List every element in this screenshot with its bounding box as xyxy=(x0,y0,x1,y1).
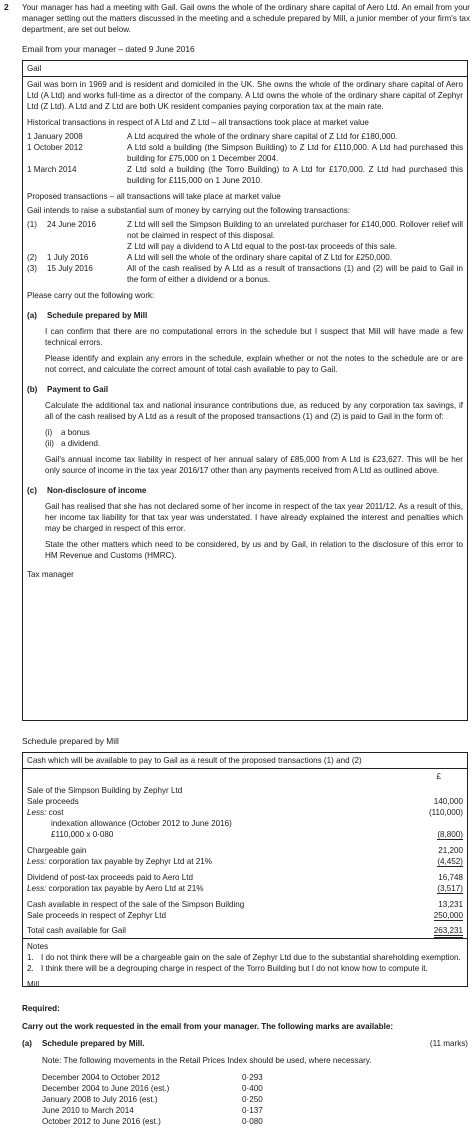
schedule-box xyxy=(22,752,468,987)
email-signoff: Tax manager xyxy=(27,570,74,579)
schedule-body xyxy=(23,769,467,938)
notes-heading: Notes xyxy=(27,942,49,951)
hist-row: 1 March 2014 Z Ltd sold a building (the Torro Building) to A Ltd for £170,000. Z Ltd had purchased this building for £115,000 on 1 June 2010. xyxy=(27,165,463,185)
prop-heading: Proposed transactions – all transactions will take place at market value xyxy=(27,192,281,201)
prop-intro: Gail intends to raise a substantial sum of money by carrying out the following transactions: xyxy=(27,206,351,215)
email-box xyxy=(22,60,468,721)
rpi-table xyxy=(22,1072,468,1127)
email-to: Gail xyxy=(27,64,42,73)
schedule-heading: Schedule prepared by Mill xyxy=(22,736,119,746)
hist-row: 1 October 2012 A Ltd sold a building (the Simpson Building) to Z Ltd for £110,000. A Ltd had purchased this building for £75,000 on 1 December 2004. xyxy=(27,143,463,163)
hist-list xyxy=(27,131,463,186)
email-to-band xyxy=(23,61,467,77)
schedule-notes xyxy=(23,938,467,992)
schedule-indexation-label: indexation allowance (October 2012 to June 2016) xyxy=(51,819,232,828)
rpi-row: December 2004 to October 2012 0·293 xyxy=(42,1073,263,1082)
task-a-heading: (a) Schedule prepared by Mill xyxy=(27,311,148,320)
task-c-heading: (c) Non-disclosure of income xyxy=(27,486,147,495)
schedule-row: Cash available in respect of the sale of the Simpson Building 13,231 xyxy=(27,900,463,909)
required-section xyxy=(22,1003,468,1127)
note-item: 2. I think there will be a degrouping charge in respect of the Torro Building but I do not know how to compute it. xyxy=(27,964,428,973)
rpi-row: October 2012 to June 2016 (est.) 0·080 xyxy=(42,1117,263,1126)
task-a-body: I can confirm that there are no computational errors in the schedule but I suspect that Mill will have made a few technical errors. Please identify and explain any errors in the schedule, explain whether or not the notes to the schedule are or are not correct, and calculate the correct amount of total cash available to pay to Gail. xyxy=(45,327,463,374)
schedule-row: Sale proceeds 140,000 xyxy=(27,797,463,806)
schedule-row: Chargeable gain 21,200 xyxy=(27,846,463,855)
schedule-row: Less: cost (110,000) xyxy=(27,808,463,817)
prop-row: (2) 1 July 2016 A Ltd will sell the whole of the ordinary share capital of Z Ltd for £250,000. xyxy=(27,253,392,262)
schedule-title: Cash which will be available to pay to Gail as a result of the proposed transactions (1) and (2) xyxy=(27,756,362,765)
schedule-total-row: Total cash available for Gail 263,231 xyxy=(27,925,463,936)
rpi-note: Note: The following movements in the Retail Prices Index should be used, where necessary. xyxy=(42,1056,372,1065)
hist-heading: Historical transactions in respect of A Ltd and Z Ltd – all transactions took place at market value xyxy=(27,118,369,127)
schedule-subtitle: Sale of the Simpson Building by Zephyr Ltd xyxy=(27,786,183,795)
marks: (11 marks) xyxy=(429,1039,468,1048)
prop-list xyxy=(27,219,463,285)
schedule-title-band xyxy=(23,753,467,769)
prop-row: (1) 24 June 2016 Z Ltd will sell the Simpson Building to an unrelated purchaser for £140,000. Rollover relief will not be claimed in respect of this disposal. Z Ltd will pay a dividend to A Ltd equal to the post-tax proceeds of this sale. xyxy=(27,220,463,251)
task-b-heading: (b) Payment to Gail xyxy=(27,385,109,394)
schedule-row: Less: corporation tax payable by Aero Ltd at 21% (3,517) xyxy=(27,884,463,893)
schedule-row: Sale proceeds in respect of Zephyr Ltd 250,000 xyxy=(27,911,463,920)
task-b-body: Calculate the additional tax and national insurance contributions due, as reduced by any corporation tax savings, if all of the cash realised by A Ltd as a result of the proposed transactions (1) and (2) is paid to Gail in the form of: (i) a bonus (ii) a dividend. Gail's annual income tax liability in respect of her annual salary of £85,000 from A Ltd is £23,627. This will be her only source of income in the tax year 2016/17 other than any payments received from A Ltd as outlined above. xyxy=(45,401,463,475)
schedule-row: Dividend of post-tax proceeds paid to Aero Ltd 16,748 xyxy=(27,873,463,882)
email-body xyxy=(23,77,467,582)
hist-row: 1 January 2008 A Ltd acquired the whole of the ordinary share capital of Z Ltd for £180,000. xyxy=(27,132,398,141)
task-c-body: Gail has realised that she has not declared some of her income in respect of the tax year 2011/12. As a result of this, her income tax liability for that tax year was understated. I have already explained the interest and penalties which may be charged in respect of this error. State the other matters which need to be considered, by us and by Gail, in relation to the disclosure of this error to HM Revenue and Customs (HMRC). xyxy=(45,502,463,560)
rpi-row: January 2008 to July 2016 (est.) 0·250 xyxy=(42,1095,263,1104)
task-b-list: (i) a bonus (ii) a dividend. xyxy=(45,428,101,448)
required-heading: Required: xyxy=(22,1004,60,1013)
required-instruction: Carry out the work requested in the email from your manager. The following marks are available: xyxy=(22,1022,394,1031)
email-heading: Email from your manager – dated 9 June 2016 xyxy=(22,44,195,54)
schedule-row: Less: corporation tax payable by Zephyr Ltd at 21% (4,452) xyxy=(27,857,463,866)
required-part-a: (a) Schedule prepared by Mill. (11 marks) xyxy=(22,1039,468,1048)
currency-label: £ xyxy=(436,772,441,781)
question-intro: Your manager has had a meeting with Gail. Gail owns the whole of the ordinary share capital of Aero Ltd. An email from your manager setting out the matters discussed in the meeting and a schedule prepared by Mill, a junior member of your firm's tax department, are set out below. xyxy=(22,3,470,34)
prop-row: (3) 15 July 2016 All of the cash realised by A Ltd as a result of transactions (1) and (2) will be paid to Gail in the form of either a dividend or a bonus. xyxy=(27,264,463,284)
note-item: 1. I do not think there will be a chargeable gain on the sale of Zephyr Ltd due to the substantial shareholding exemption. xyxy=(27,953,461,962)
rpi-row: June 2010 to March 2014 0·137 xyxy=(42,1106,263,1115)
rpi-row: December 2004 to June 2016 (est.) 0·400 xyxy=(42,1084,263,1093)
email-background: Gail was born in 1969 and is resident and domiciled in the UK. She owns the whole of the ordinary share capital of Aero Ltd (A Ltd) and works full-time as a director of the company. A Ltd owns the whole of the ordinary share capital of Zephyr Ltd (Z Ltd). A Ltd and Z Ltd are both UK resident companies paying corporation tax at the main rate. xyxy=(27,80,463,111)
work-heading: Please carry out the following work: xyxy=(27,291,155,300)
schedule-row: £110,000 x 0·080 (8,800) xyxy=(51,830,463,839)
question-number: 2 xyxy=(4,2,9,12)
schedule-author: Mill xyxy=(27,980,40,989)
